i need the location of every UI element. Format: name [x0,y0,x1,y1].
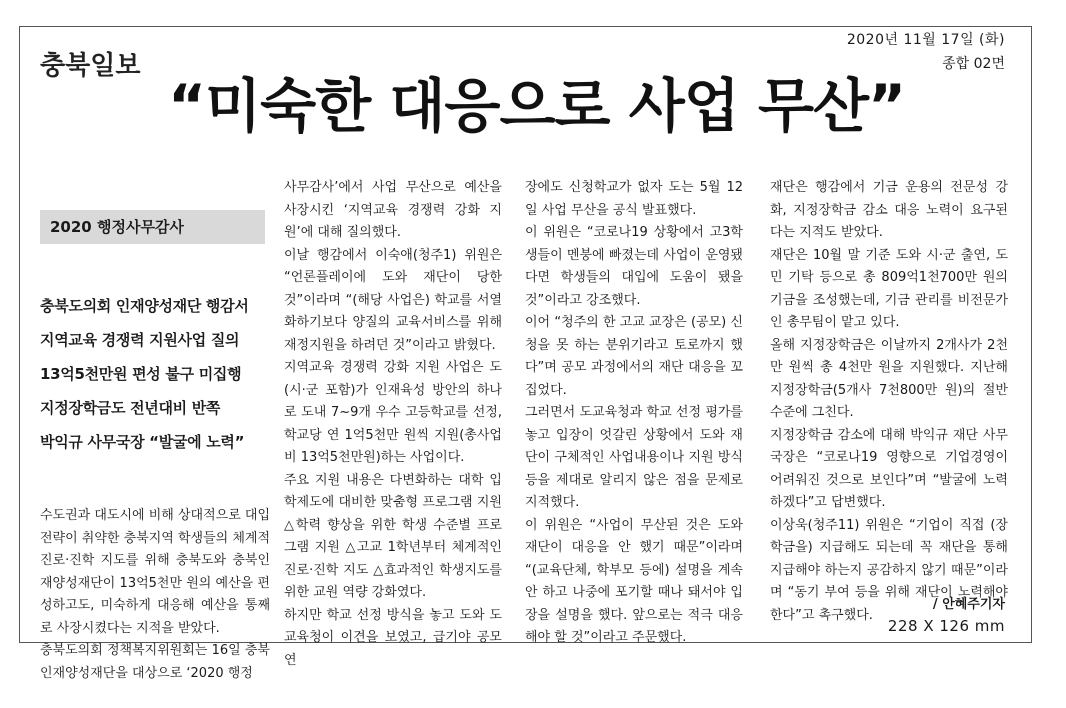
publication-date: 2020년 11월 17일 (화) [846,32,1005,48]
byline: / 안혜주기자 [932,597,1005,612]
article-column-4: 재단은 행감에서 기금 운용의 전문성 강화, 지정장학금 감소 대응 노력이 요구된다는 지적도 받았다. 재단은 10월 말 기준 도와 시·군 출연, 도민 기탁 등으로 총 809억1천700만 원의 기금을 조성했는데, 기금 관리를 비전문가인 총무팀이 맡고 있다. 올해 지정장학금은 이날까지 2개사가 2천만 원씩 총 4천만 원을 지원했다. 지난해 지정장학금(5개사 7천800만 원)의 절반 수준에 그친다. 지정장학금 감소에 대해 박익규 재단 사무국장은 “코로나19 영향으로 기업경영이 어려워진 것으로 보인다”며 “발굴에 노력하겠다”고 답변했다. 이상욱(청주11) 위원은 “기업이 직접 (장학금을) 지급해도 되는데 꼭 재단을 통해 지급해야 하는지 공감하지 않기 때문”이라며 “동기 부여 등을 위해 재단이 노력해야 한다”고 촉구했다. [770,180,1008,623]
headline: “미숙한 대응으로 사업 무산” [168,72,906,140]
subheadlines: 충북도의회 인재양성재단 행감서 지역교육 경쟁력 지원사업 질의 13억5천만원 편성 불구 미집행 지정장학금도 전년대비 반쪽 박익규 사무국장 “발굴에 노력” [40,296,249,451]
article-body-col1: 수도권과 대도시에 비해 상대적으로 대입 전략이 취약한 충북지역 학생들의 체계적 진로·진학 지도를 위해 충북도와 충북인재양성재단이 13억5천만 원의 예산을 편성하고도, 미숙하게 대응해 예산을 통째로 사장시켰다는 지적을 받았다. 충북도의회 정책복지위원회는 16일 충북인재양성재단을 대상으로 ‘2020 행정 [40,508,271,681]
article-column-1 [40,187,270,708]
newspaper-clipping [19,26,1032,681]
clip-size: 228 X 126 mm [887,617,1005,635]
page-number: 종합 02면 [942,56,1005,72]
section-label: 2020 행정사무감사 [40,210,265,245]
newspaper-name: 충북일보 [40,51,141,81]
article-column-3: 장에도 신청학교가 없자 도는 5월 12일 사업 무산을 공식 발표했다. 이 위원은 “코로나19 상황에서 고3학생들이 멘붕에 빠졌는데 사업이 운영됐다면 학생들의 대입에 도움이 됐을 것”이라고 강조했다. 이어 “청주의 한 고교 교장은 (공모) 신청을 못 하는 분위기라고 토로까지 했다”며 공모 과정에서의 재단 대응을 꼬집었다. 그러면서 도교육청과 학교 선정 평가를 놓고 입장이 엇갈린 상황에서 도와 재단이 구체적인 사업내용이나 지원 방식 등을 제대로 알리지 않은 점을 문제로 지적했다. 이 위원은 “사업이 무산된 것은 도와 재단이 대응을 안 했기 때문”이라며 “(교육단체, 학부모 등에) 설명을 계속 안 하고 나중에 포기할 때나 돼서야 입장을 설명을 했다. 앞으로는 적극 대응해야 할 것”이라고 주문했다. [525,180,743,645]
article-column-2: 사무감사’에서 사업 무산으로 예산을 사장시킨 ‘지역교육 경쟁력 강화 지원’에 대해 질의했다. 이날 행감에서 이숙애(청주1) 위원은 “언론플레이에 도와 재단이 당한 것”이라며 “(해당 사업은) 학교를 서열화하기보다 양질의 교육서비스를 위해 재정지원을 하려던 것”이라고 밝혔다. 지역교육 경쟁력 강화 지원 사업은 도(시·군 포함)가 인재육성 방안의 하나로 도내 7~9개 우수 고등학교를 선정, 학교당 연 1억5천만 원씩 지원(총사업비 13억5천만원)하는 사업이다. 주요 지원 내용은 다변화하는 대학 입학제도에 대비한 맞춤형 프로그램 지원 △학력 향상을 위한 학생 수준별 프로그램 지원 △고교 1학년부터 체계적인 진로·진학 지도 △효과적인 학생지도를 위한 교원 역량 강화였다. 하지만 학교 선정 방식을 놓고 도와 도교육청이 이견을 보였고, 급기야 공모 연 [284,180,502,668]
